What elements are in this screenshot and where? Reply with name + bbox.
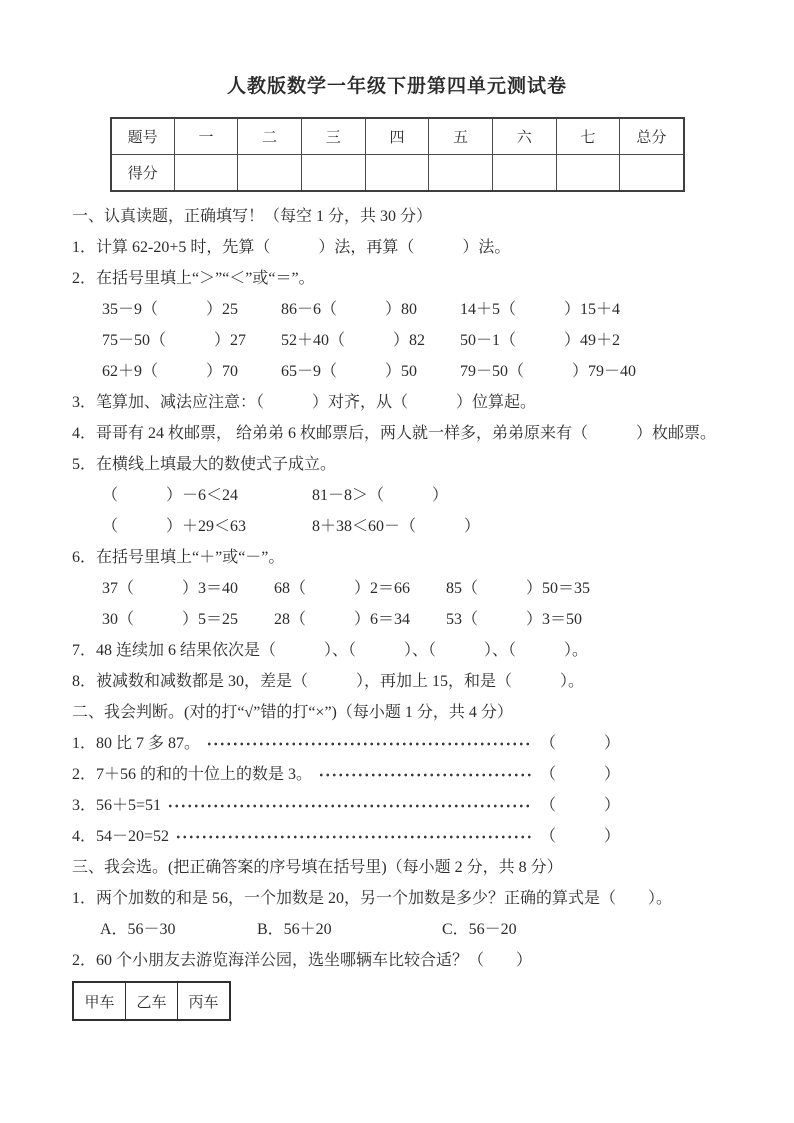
score-blank-cell <box>365 155 429 192</box>
score-table-header-row <box>111 118 684 155</box>
comparison-item: 50－1（ ）49＋2 <box>460 332 621 349</box>
section-1-question-3: 3．笔算加、减法应注意：（ ）对齐，从（ ）位算起。 <box>72 394 537 411</box>
score-table-col-7: 七 <box>556 118 620 155</box>
equation-item: 28（ ）6＝34 <box>274 611 411 628</box>
vehicle-cell-b: 乙车 <box>126 982 178 1020</box>
question-1-options <box>72 914 722 945</box>
vehicle-cell-c: 丙车 <box>178 982 231 1020</box>
score-table-col-2: 二 <box>238 118 302 155</box>
option-b: B．56＋20 <box>257 921 332 938</box>
equation-item: 30（ ）5＝25 <box>102 611 239 628</box>
question-2-row-2 <box>72 325 722 356</box>
comparison-item: 35－9（ ）25 <box>102 301 239 318</box>
judgment-text: 1．80 比 7 多 87。 <box>72 735 201 752</box>
judgment-text: 4．54－20=52 <box>72 828 170 845</box>
answer-blank: （ ） <box>539 766 620 783</box>
section-1-question-2-intro: 2．在括号里填上“＞”“＜”或“＝”。 <box>72 270 315 287</box>
score-blank-cell <box>620 155 684 192</box>
score-table-corner-cell: 题号 <box>111 118 175 155</box>
inequality-item: 8＋38＜60－（ ） <box>312 518 481 535</box>
score-table-score-row <box>111 155 684 192</box>
question-6-row-1 <box>72 573 722 604</box>
score-blank-cell <box>556 155 620 192</box>
judgment-item-4 <box>72 821 620 852</box>
equation-item: 53（ ）3＝50 <box>446 611 583 628</box>
score-blank-cell <box>174 155 238 192</box>
comparison-item: 75－50（ ）27 <box>102 332 247 349</box>
question-5-row-2 <box>72 511 722 542</box>
vehicle-cell-a: 甲车 <box>73 982 126 1020</box>
score-blank-cell <box>238 155 302 192</box>
section-3-question-1: 1．两个加数的和是 56，一个加数是 20，另一个加数是多少？正确的算式是（ ）。 <box>72 890 673 907</box>
score-blank-cell <box>492 155 556 192</box>
score-row-label: 得分 <box>111 155 175 192</box>
score-table <box>110 117 685 192</box>
section-1-question-8: 8．被减数和减数都是 30，差是（ ），再加上 15，和是（ ）。 <box>72 673 585 690</box>
section-1-question-1: 1．计算 62-20+5 时，先算（ ）法，再算（ ）法。 <box>72 239 511 256</box>
score-table-col-4: 四 <box>365 118 429 155</box>
section-1-question-6-intro: 6．在括号里填上“＋”或“－”。 <box>72 549 285 566</box>
judgment-item-1 <box>72 728 620 759</box>
equation-item: 37（ ）3＝40 <box>102 580 239 597</box>
question-6-row-2 <box>72 604 722 635</box>
score-table-col-3: 三 <box>301 118 365 155</box>
paper-body <box>72 201 722 1021</box>
inequality-item: （ ）＋29＜63 <box>102 518 247 535</box>
comparison-item: 86－6（ ）80 <box>281 301 418 318</box>
score-table-col-6: 六 <box>492 118 556 155</box>
exam-title: 人教版数学一年级下册第四单元测试卷 <box>226 76 567 97</box>
judgment-text: 3．56＋5=51 <box>72 797 162 814</box>
question-5-row-1 <box>72 480 722 511</box>
question-2-row-3 <box>72 356 722 387</box>
comparison-item: 52＋40（ ）82 <box>281 332 426 349</box>
judgment-item-3 <box>72 790 620 821</box>
section-1-question-5-intro: 5．在横线上填最大的数使式子成立。 <box>72 456 337 473</box>
score-blank-cell <box>429 155 493 192</box>
section-1-heading: 一、认真读题，正确填写！（每空 1 分，共 30 分） <box>72 208 433 225</box>
question-2-row-1 <box>72 294 722 325</box>
answer-blank: （ ） <box>539 828 620 845</box>
dotted-leader <box>175 829 532 845</box>
score-table-col-total: 总分 <box>620 118 684 155</box>
option-a: A．56－30 <box>100 921 176 938</box>
answer-blank: （ ） <box>539 797 620 814</box>
comparison-item: 62＋9（ ）70 <box>102 363 239 380</box>
section-1-question-7: 7．48 连续加 6 结果依次是（ ）、（ ）、（ ）、（ ）。 <box>72 642 589 659</box>
option-c: C．56－20 <box>442 921 517 938</box>
judgment-text: 2．7＋56 的和的十位上的数是 3。 <box>72 766 313 783</box>
answer-blank: （ ） <box>539 735 620 752</box>
comparison-item: 14＋5（ ）15＋4 <box>460 301 621 318</box>
vehicle-table <box>72 981 231 1021</box>
dotted-leader <box>206 736 532 752</box>
comparison-item: 65－9（ ）50 <box>281 363 418 380</box>
score-blank-cell <box>301 155 365 192</box>
section-3-heading: 三、我会选。(把正确答案的序号填在括号里)（每小题 2 分，共 8 分） <box>72 859 563 876</box>
judgment-item-2 <box>72 759 620 790</box>
dotted-leader <box>167 798 532 814</box>
vehicle-table-row <box>73 982 230 1020</box>
section-3-question-2: 2．60 个小朋友去游览海洋公园，选坐哪辆车比较合适？（ ） <box>72 952 533 969</box>
comparison-item: 79－50（ ）79－40 <box>460 363 637 380</box>
score-table-col-5: 五 <box>429 118 493 155</box>
equation-item: 85（ ）50＝35 <box>446 580 591 597</box>
dotted-leader <box>318 767 532 783</box>
equation-item: 68（ ）2＝66 <box>274 580 411 597</box>
inequality-item: （ ）－6＜24 <box>102 487 239 504</box>
section-1-question-4: 4．哥哥有 24 枚邮票， 给弟弟 6 枚邮票后，两人就一样多，弟弟原来有（ ）枚邮票。 <box>72 425 717 442</box>
inequality-item: 81－8＞（ ） <box>312 487 449 504</box>
score-table-col-1: 一 <box>174 118 238 155</box>
section-2-heading: 二、我会判断。(对的打“√”错的打“×”)（每小题 1 分，共 4 分） <box>72 704 513 721</box>
